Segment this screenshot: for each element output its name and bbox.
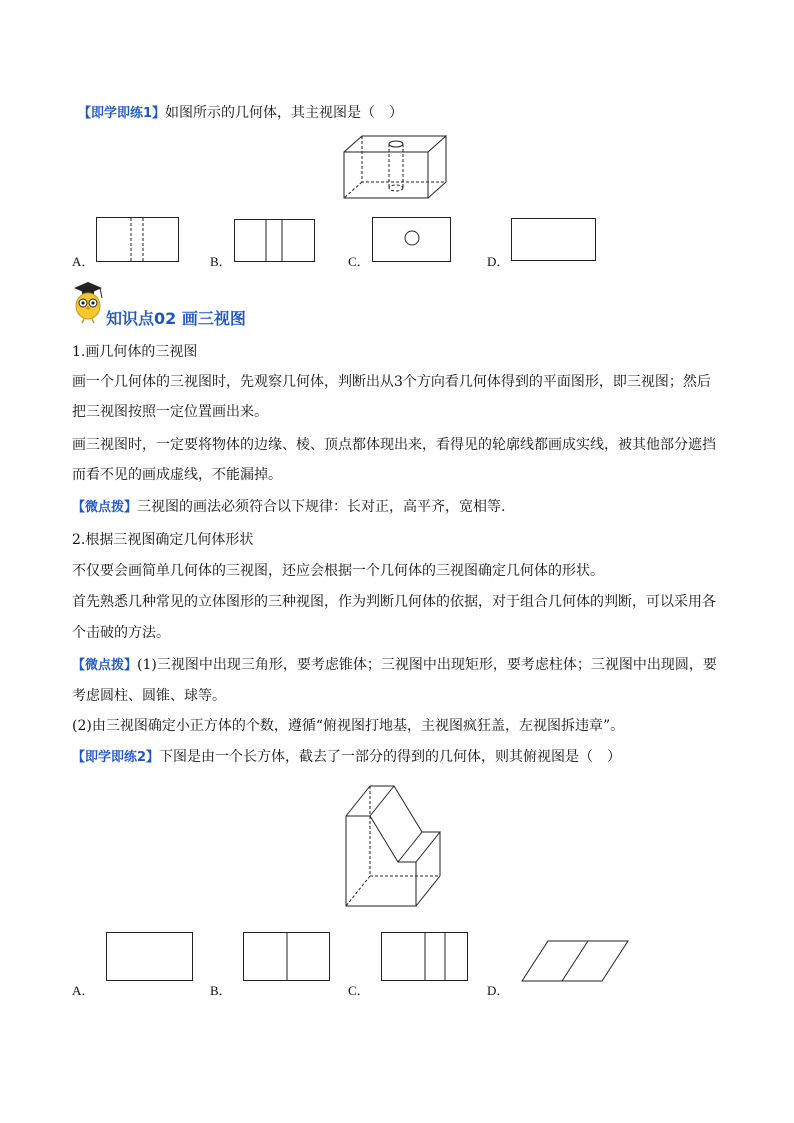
q2-text: 下图是由一个长方体，截去了一部分的得到的几何体，则其俯视图是（ ） xyxy=(159,749,622,765)
tip-1-tag: 【微点拨】 xyxy=(72,500,138,515)
q2-option-c-label: C． xyxy=(348,983,370,998)
paragraph-2b: 而看不见的画成虚线，不能漏掉。 xyxy=(72,467,282,483)
q2-prompt xyxy=(72,747,621,768)
q1-solid-figure xyxy=(340,130,452,202)
tip-2-text-b: 考虑圆柱、圆锥、球等。 xyxy=(72,688,226,704)
heading-draw-three-views: 1.画几何体的三视图 xyxy=(72,344,198,360)
q1-option-b-label: B． xyxy=(210,254,232,269)
q1-tag: 【即学即练1】 xyxy=(78,106,166,121)
q1-option-d-label: D． xyxy=(487,254,510,269)
q1-text: 如图所示的几何体，其主视图是（ ） xyxy=(165,105,404,121)
section-title: 知识点02 画三视图 xyxy=(106,309,246,328)
paragraph-3: 不仅要会画简单几何体的三视图，还应会根据一个几何体的三视图确定几何体的形状。 xyxy=(72,563,604,579)
q2-option-d-figure[interactable] xyxy=(520,940,630,982)
tip-1 xyxy=(72,497,505,518)
q2-option-b-label: B． xyxy=(210,983,232,998)
tip-2-tag: 【微点拨】 xyxy=(72,658,138,673)
q2-option-a-label: A． xyxy=(72,983,95,998)
heading-determine-shape: 2.根据三视图确定几何体形状 xyxy=(72,532,254,548)
q2-option-c-figure[interactable] xyxy=(381,932,469,982)
q2-option-b-figure[interactable] xyxy=(243,932,331,982)
tip-2-text-c: (2)由三视图确定小正方体的个数，遵循“俯视图打地基，主视图疯狂盖，左视图拆违章”。 xyxy=(72,718,625,734)
q1-option-a-label: A． xyxy=(72,254,95,269)
q1-option-c-figure[interactable] xyxy=(372,217,452,263)
q2-option-a-figure[interactable] xyxy=(106,932,194,982)
paragraph-4a: 首先熟悉几种常见的立体图形的三种视图，作为判断几何体的依据，对于组合几何体的判断，可以采用各 xyxy=(72,594,716,610)
q2-tag: 【即学即练2】 xyxy=(72,750,160,765)
tip-1-text: 三视图的画法必须符合以下规律：长对正，高平齐，宽相等. xyxy=(137,499,506,515)
paragraph-1a: 画一个几何体的三视图时，先观察几何体，判断出从3个方向看几何体得到的平面图形，即三视图；然后 xyxy=(72,374,711,390)
q1-prompt xyxy=(78,103,403,124)
paragraph-2a: 画三视图时，一定要将物体的边缘、棱、顶点都体现出来，看得见的轮廓线都画成实线，被其他部分遮挡 xyxy=(72,437,716,453)
q1-option-d-figure[interactable] xyxy=(511,218,597,262)
tip-2 xyxy=(72,655,717,676)
q2-solid-figure xyxy=(340,782,452,910)
q2-option-d-label: D． xyxy=(487,983,510,998)
q1-option-a-figure[interactable] xyxy=(96,217,180,263)
paragraph-4b: 个击破的方法。 xyxy=(72,625,170,641)
q1-option-b-figure[interactable] xyxy=(234,219,316,263)
q1-option-c-label: C． xyxy=(348,254,370,269)
owl-graduate-icon xyxy=(70,278,106,324)
paragraph-1b: 把三视图按照一定位置画出来。 xyxy=(72,404,268,420)
tip-2-text-a: (1)三视图中出现三角形，要考虑锥体；三视图中出现矩形，要考虑柱体；三视图中出现圆，要 xyxy=(137,657,717,673)
